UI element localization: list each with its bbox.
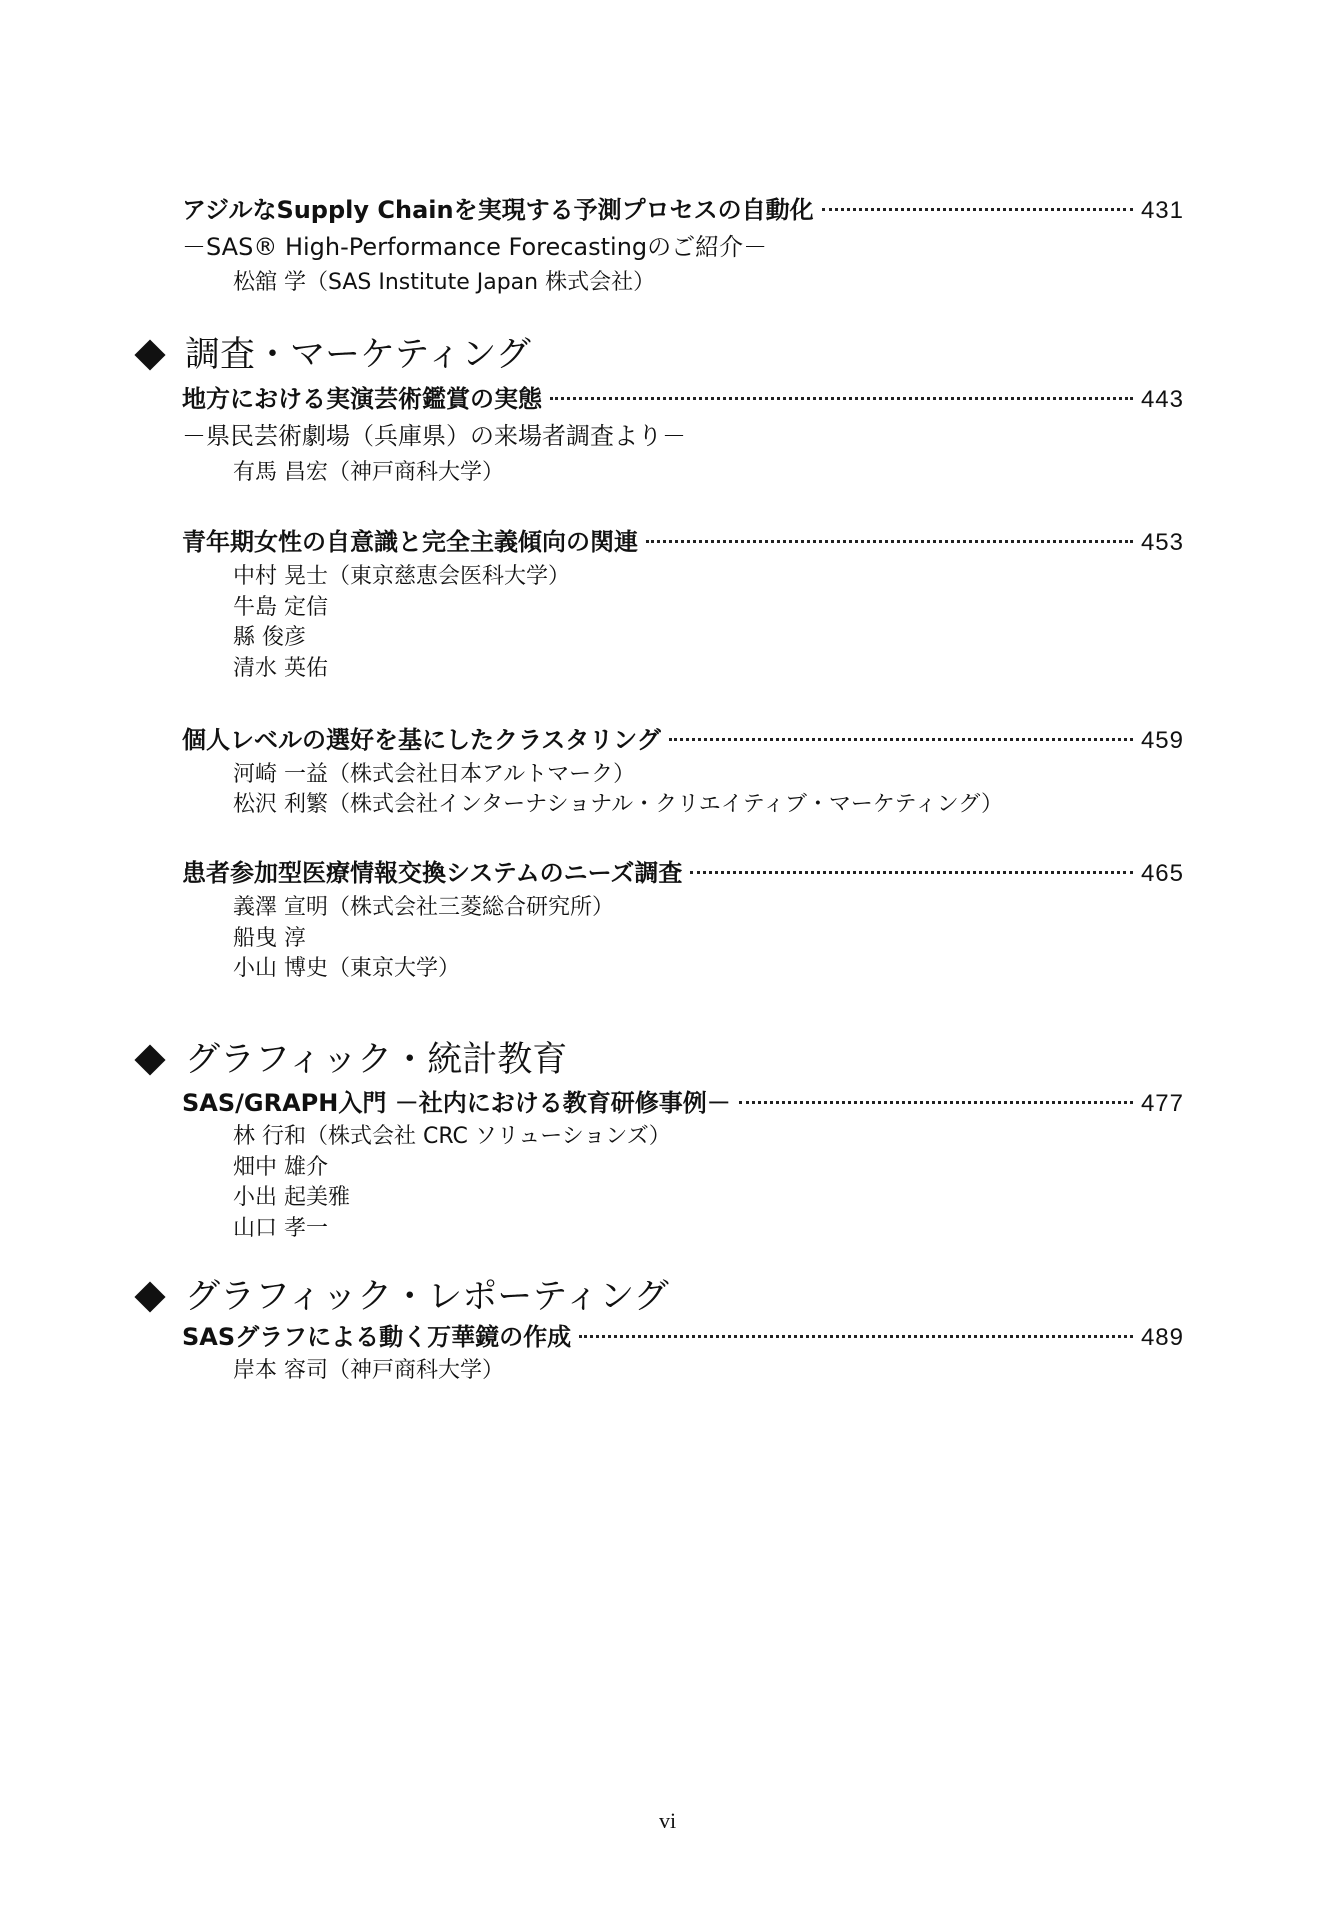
entry-author: 中村 晃士（東京慈恵会医科大学）: [233, 564, 570, 589]
toc-entry-title-row: [182, 725, 1184, 756]
toc-entry-title-row: [182, 858, 1184, 889]
leader-dots: [579, 1335, 1133, 1338]
diamond-bullet-icon: [134, 1281, 165, 1312]
page-folio: vi: [658, 1808, 677, 1833]
entry-title: 青年期女性の自意識と完全主義傾向の関連: [182, 528, 638, 556]
entry-author: 船曳 淳: [233, 926, 306, 951]
page-number: 489: [1140, 1324, 1184, 1351]
entry-title: SAS/GRAPH入門 －社内における教育研修事例－: [182, 1089, 731, 1117]
entry-author: 小出 起美雅: [233, 1185, 350, 1210]
entry-author: 林 行和（株式会社 CRC ソリューションズ）: [233, 1124, 671, 1149]
page-number: 477: [1140, 1090, 1184, 1117]
entry-author: 牛島 定信: [233, 595, 328, 620]
leader-dots: [646, 540, 1133, 543]
toc-entry-title-row: [182, 1088, 1184, 1119]
entry-author: 有馬 昌宏（神戸商科大学）: [233, 460, 504, 485]
entry-author: 岸本 容司（神戸商科大学）: [233, 1358, 504, 1383]
section-heading-text: グラフィック・レポーティング: [185, 1277, 669, 1317]
toc-entry-title-row: [182, 1322, 1184, 1353]
entry-author: 義澤 宣明（株式会社三菱総合研究所）: [233, 895, 614, 920]
page-number: 459: [1140, 727, 1184, 754]
page-number: 443: [1140, 386, 1184, 413]
entry-author: 縣 俊彦: [233, 625, 306, 650]
section-heading-text: 調査・マーケティング: [185, 335, 531, 375]
section-heading: [133, 1275, 669, 1319]
section-heading-text: グラフィック・統計教育: [185, 1040, 568, 1080]
entry-author: 松舘 学（SAS Institute Japan 株式会社）: [233, 270, 656, 295]
entry-title: 患者参加型医療情報交換システムのニーズ調査: [182, 859, 683, 887]
entry-author: 河崎 一益（株式会社日本アルトマーク）: [233, 762, 636, 787]
entry-subtitle: －SAS® High-Performance Forecastingのご紹介－: [182, 233, 768, 261]
entry-author: 松沢 利繁（株式会社インターナショナル・クリエイティブ・マーケティング）: [233, 792, 1003, 817]
entry-author: 畑中 雄介: [233, 1155, 328, 1180]
diamond-bullet-icon: [134, 1044, 165, 1075]
entry-title: 地方における実演芸術鑑賞の実態: [182, 385, 542, 413]
toc-entry-title-row: [182, 527, 1184, 558]
page-number: 465: [1140, 860, 1184, 887]
leader-dots: [739, 1101, 1133, 1104]
entry-title: SASグラフによる動く万華鏡の作成: [182, 1323, 572, 1351]
page-number: 431: [1140, 197, 1184, 224]
entry-author: 清水 英佑: [233, 656, 328, 681]
toc-entry-title-row: [182, 195, 1184, 226]
entry-author: 小山 博史（東京大学）: [233, 956, 460, 981]
diamond-bullet-icon: [134, 339, 165, 370]
entry-subtitle: －県民芸術劇場（兵庫県）の来場者調査より－: [182, 422, 686, 450]
leader-dots: [822, 208, 1133, 211]
page-number: 453: [1140, 529, 1184, 556]
entry-title: 個人レベルの選好を基にしたクラスタリング: [182, 726, 661, 754]
entry-author: 山口 孝一: [233, 1216, 328, 1241]
section-heading: [133, 333, 531, 377]
leader-dots: [690, 871, 1133, 874]
entry-title: アジルなSupply Chainを実現する予測プロセスの自動化: [182, 196, 814, 224]
toc-entry-title-row: [182, 384, 1184, 415]
leader-dots: [550, 397, 1133, 400]
leader-dots: [669, 738, 1133, 741]
section-heading: [133, 1038, 567, 1082]
